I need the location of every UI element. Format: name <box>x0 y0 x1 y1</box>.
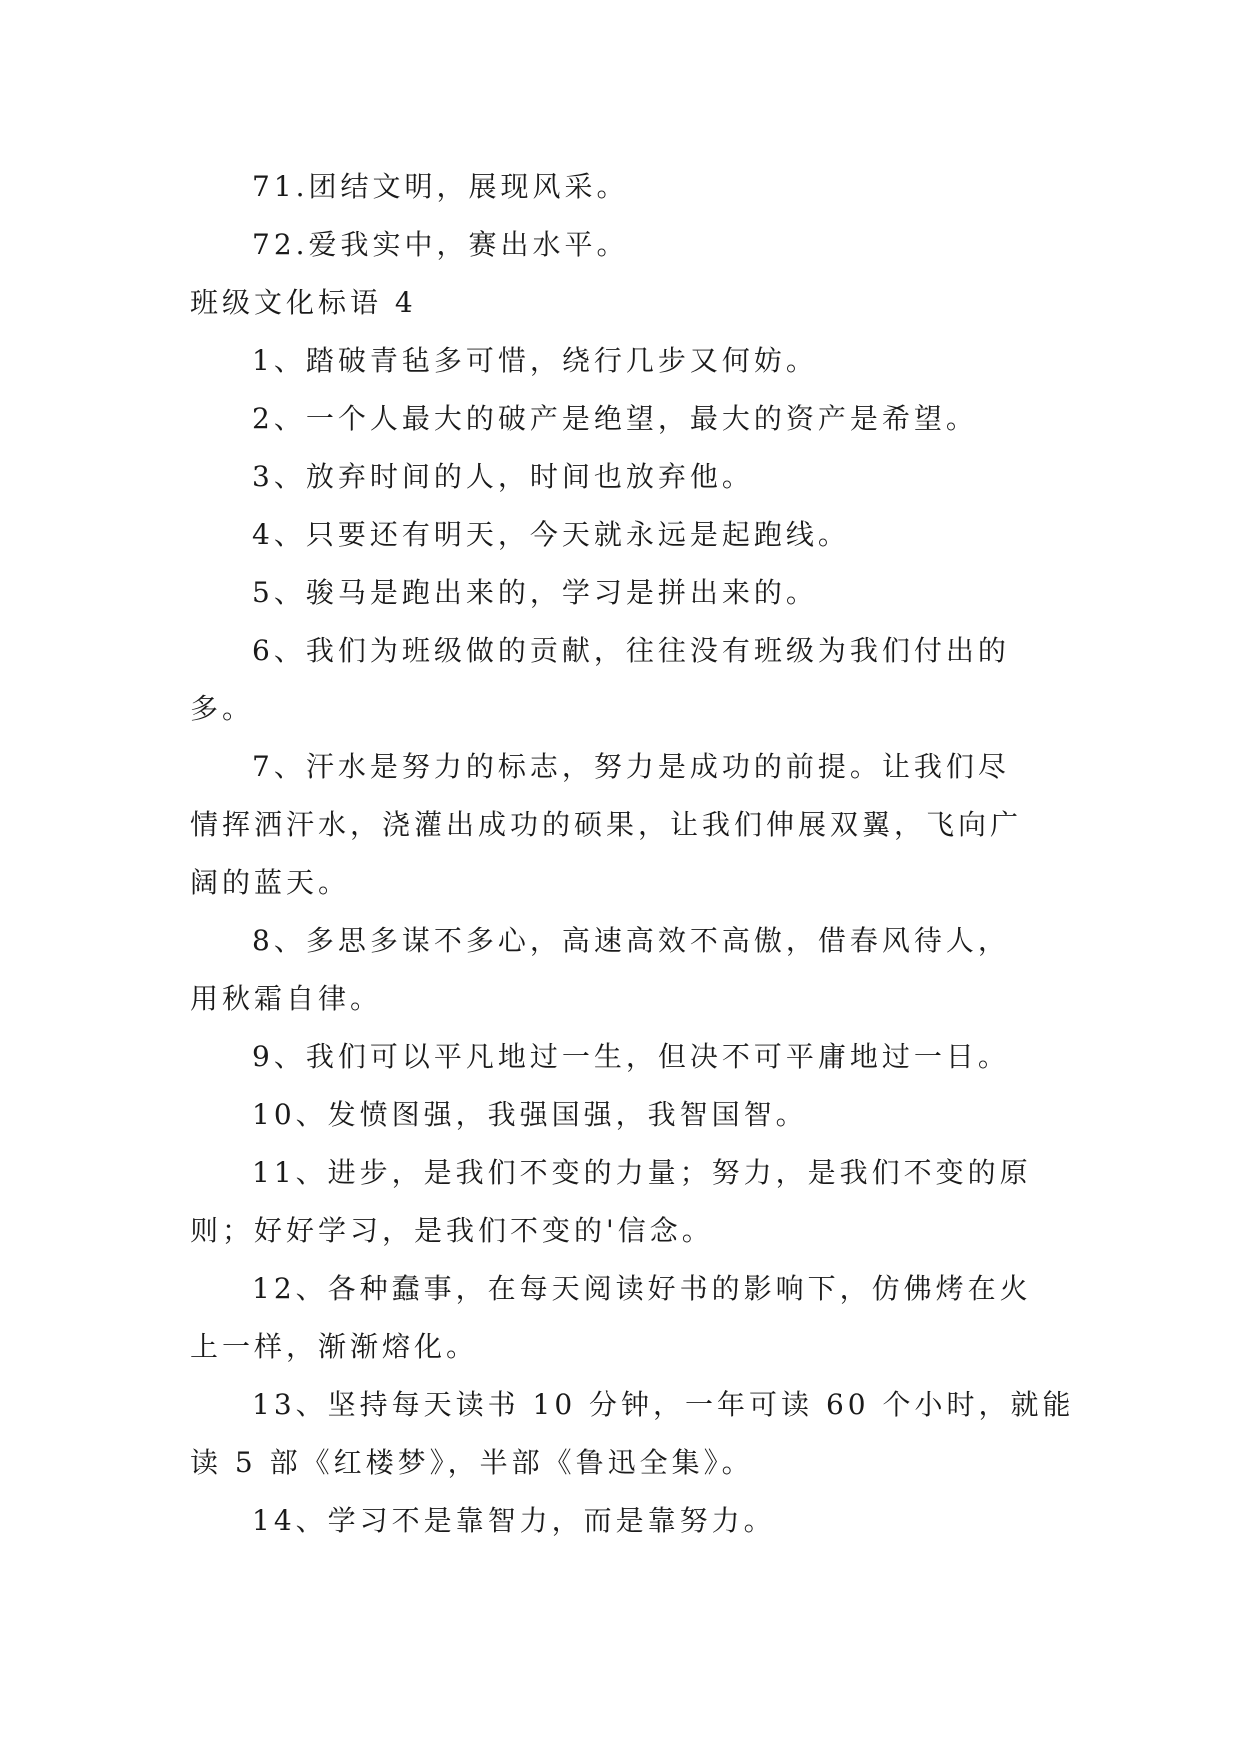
text-line: 多。 <box>190 692 255 725</box>
text-line: 10、发愤图强，我强国强，我智国智。 <box>252 1098 808 1131</box>
text-line: 2、一个人最大的破产是绝望，最大的资产是希望。 <box>252 402 978 435</box>
text-line: 71.团结文明，展现风采。 <box>252 170 629 203</box>
text-line: 14、学习不是靠智力，而是靠努力。 <box>252 1504 776 1537</box>
text-line: 情挥洒汗水，浇灌出成功的硕果，让我们伸展双翼，飞向广 <box>190 808 1023 841</box>
text-line: 72.爱我实中，赛出水平。 <box>252 228 629 261</box>
text-line: 用秋霜自律。 <box>190 982 383 1015</box>
text-line: 7、汗水是努力的标志，努力是成功的前提。让我们尽 <box>252 750 1010 783</box>
text-line: 13、坚持每天读书 10 分钟，一年可读 60 个小时，就能 <box>252 1388 1075 1421</box>
section-heading: 班级文化标语 4 <box>190 286 417 319</box>
document-body <box>190 158 1075 1550</box>
text-line: 阔的蓝天。 <box>190 866 351 899</box>
text-line: 6、我们为班级做的贡献，往往没有班级为我们付出的 <box>252 634 1010 667</box>
text-line: 8、多思多谋不多心，高速高效不高傲，借春风待人， <box>252 924 1010 957</box>
text-line: 4、只要还有明天，今天就永远是起跑线。 <box>252 518 850 551</box>
text-line: 12、各种蠢事，在每天阅读好书的影响下，仿佛烤在火 <box>252 1272 1032 1305</box>
text-line: 1、踏破青毡多可惜，绕行几步又何妨。 <box>252 344 818 377</box>
text-line: 则；好好学习，是我们不变的'信念。 <box>190 1214 714 1247</box>
text-line: 11、进步，是我们不变的力量；努力，是我们不变的原 <box>252 1156 1032 1189</box>
text-line: 5、骏马是跑出来的，学习是拼出来的。 <box>252 576 818 609</box>
text-line: 9、我们可以平凡地过一生，但决不可平庸地过一日。 <box>252 1040 1010 1073</box>
text-line: 上一样，渐渐熔化。 <box>190 1330 479 1363</box>
text-line: 读 5 部《红楼梦》，半部《鲁迅全集》。 <box>190 1446 754 1479</box>
text-line: 3、放弃时间的人，时间也放弃他。 <box>252 460 754 493</box>
